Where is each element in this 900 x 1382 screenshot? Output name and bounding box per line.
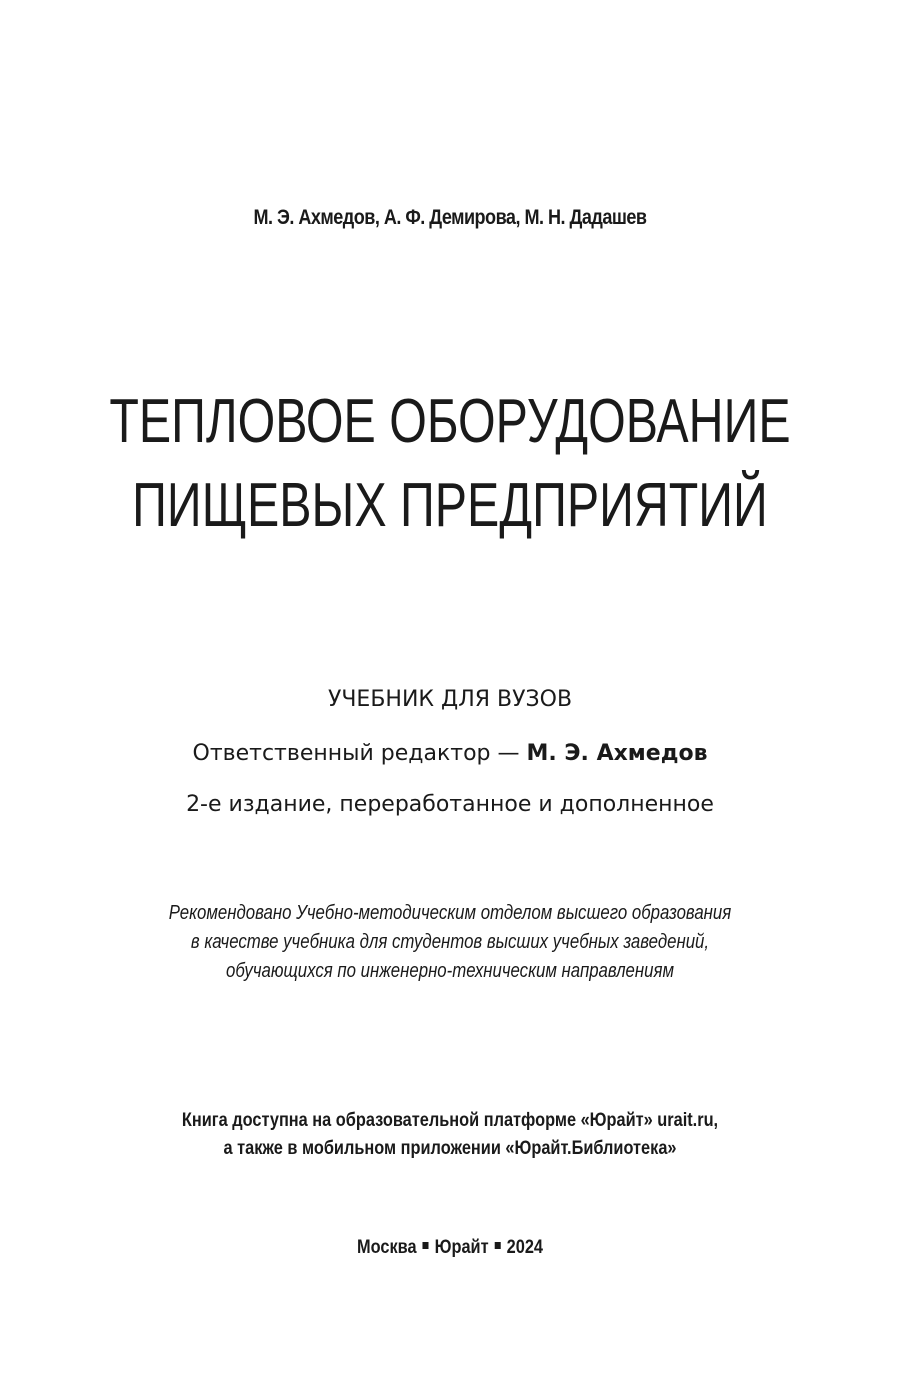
book-title-line-2: ПИЩЕВЫХ ПРЕДПРИЯТИЙ [132,471,768,540]
book-title-line-1: ТЕПЛОВОЕ ОБОРУДОВАНИЕ [109,387,791,456]
square-separator-icon [423,1242,429,1249]
imprint [63,1237,837,1259]
authors: М. Э. Ахмедов, А. Ф. Демирова, М. Н. Дадашев [253,206,647,229]
imprint-publisher: Юрайт [434,1237,489,1258]
edition: 2-е издание, переработанное и дополненное [186,792,714,817]
availability-line-2: а также в мобильном приложении «Юрайт.Библиотека» [223,1138,677,1159]
book-type: УЧЕБНИК ДЛЯ ВУЗОВ [327,687,573,712]
recommendation-line-3: обучающихся по инженерно-техническим направлениям [225,960,674,982]
imprint-year: 2024 [506,1237,544,1258]
editor-line [0,741,900,766]
availability-line-1: Книга доступна на образовательной платформе «Юрайт» urait.ru, [181,1110,719,1131]
imprint-city: Москва [356,1237,417,1258]
editor-label: Ответственный редактор — [192,741,527,766]
recommendation-line-1: Рекомендовано Учебно-методическим отделом высшего образования [168,902,732,924]
editor-name: М. Э. Ахмедов [526,741,708,766]
square-separator-icon [495,1242,501,1249]
recommendation-line-2: в качестве учебника для студентов высших учебных заведений, [190,931,710,953]
